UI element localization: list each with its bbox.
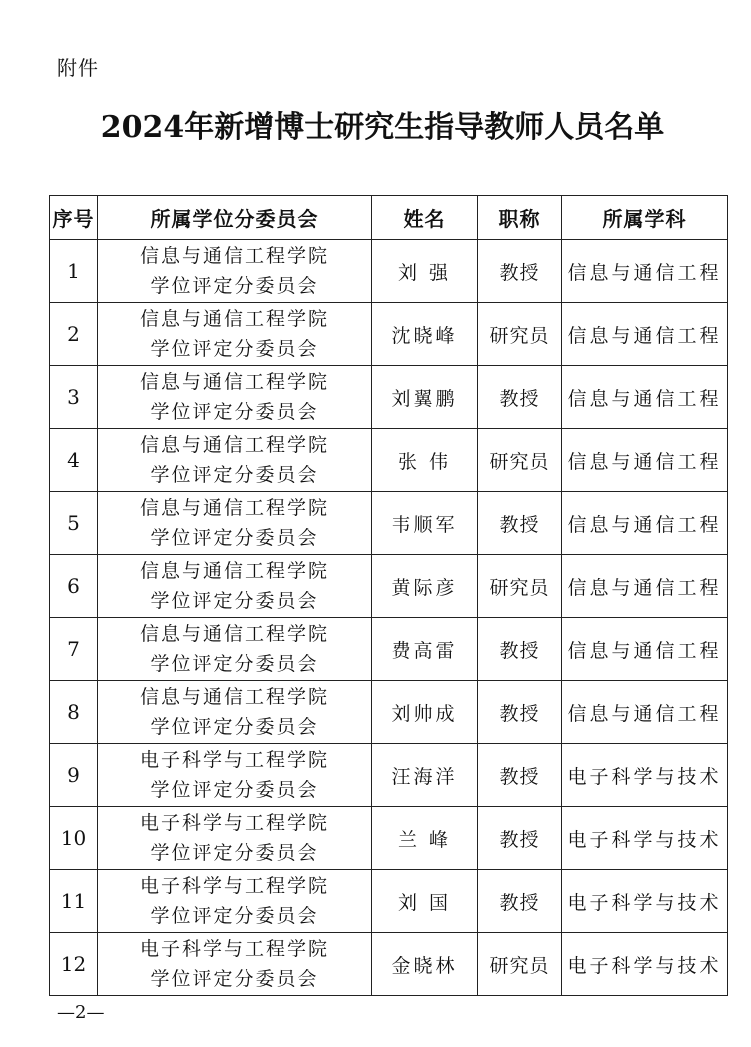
committee-line-1: 电子科学与工程学院 (139, 749, 329, 771)
row-name: 张 伟 (372, 429, 478, 492)
committee-line-1: 信息与通信工程学院 (139, 560, 329, 582)
header-title: 职称 (478, 196, 562, 240)
row-committee (98, 366, 372, 429)
table-row (50, 933, 728, 996)
row-name: 金晓林 (372, 933, 478, 996)
row-committee (98, 618, 372, 681)
row-name: 沈晓峰 (372, 303, 478, 366)
row-title: 研究员 (478, 303, 562, 366)
committee-line-1: 电子科学与工程学院 (139, 875, 329, 897)
row-title: 教授 (478, 870, 562, 933)
row-name: 黄际彦 (372, 555, 478, 618)
row-title: 教授 (478, 240, 562, 303)
row-committee (98, 870, 372, 933)
table-row (50, 303, 728, 366)
row-committee (98, 429, 372, 492)
row-index: 1 (50, 240, 98, 303)
committee-line-2: 学位评定分委员会 (150, 275, 319, 297)
committee-line-1: 信息与通信工程学院 (139, 371, 329, 393)
committee-line-2: 学位评定分委员会 (150, 527, 319, 549)
table-row (50, 492, 728, 555)
row-discipline: 信息与通信工程 (562, 555, 728, 618)
committee-line-1: 信息与通信工程学院 (139, 497, 329, 519)
row-committee (98, 744, 372, 807)
table-row (50, 870, 728, 933)
table-row (50, 555, 728, 618)
header-index: 序号 (50, 196, 98, 240)
committee-line-2: 学位评定分委员会 (150, 779, 319, 801)
row-index: 7 (50, 618, 98, 681)
row-title: 研究员 (478, 555, 562, 618)
committee-line-2: 学位评定分委员会 (150, 905, 319, 927)
committee-line-2: 学位评定分委员会 (150, 401, 319, 423)
row-name: 汪海洋 (372, 744, 478, 807)
table-row (50, 240, 728, 303)
row-index: 12 (50, 933, 98, 996)
row-discipline: 电子科学与技术 (562, 933, 728, 996)
row-committee (98, 555, 372, 618)
page-number: —2— (57, 1002, 105, 1023)
row-name: 费高雷 (372, 618, 478, 681)
row-index: 3 (50, 366, 98, 429)
row-discipline: 电子科学与技术 (562, 744, 728, 807)
committee-line-2: 学位评定分委员会 (150, 338, 319, 360)
row-committee (98, 492, 372, 555)
row-discipline: 信息与通信工程 (562, 492, 728, 555)
committee-line-2: 学位评定分委员会 (150, 464, 319, 486)
committee-line-2: 学位评定分委员会 (150, 968, 319, 990)
committee-line-1: 信息与通信工程学院 (139, 245, 329, 267)
row-title: 教授 (478, 744, 562, 807)
row-committee (98, 240, 372, 303)
attachment-label: 附件 (57, 56, 99, 80)
row-discipline: 电子科学与技术 (562, 807, 728, 870)
table-row (50, 807, 728, 870)
table-header-row (50, 196, 728, 240)
committee-line-1: 信息与通信工程学院 (139, 623, 329, 645)
row-discipline: 信息与通信工程 (562, 429, 728, 492)
row-name: 刘 强 (372, 240, 478, 303)
row-title: 教授 (478, 681, 562, 744)
row-discipline: 信息与通信工程 (562, 303, 728, 366)
row-discipline: 信息与通信工程 (562, 618, 728, 681)
header-committee: 所属学位分委员会 (98, 196, 372, 240)
table-body (50, 240, 728, 996)
header-discipline: 所属学科 (562, 196, 728, 240)
row-index: 10 (50, 807, 98, 870)
row-index: 8 (50, 681, 98, 744)
committee-line-1: 信息与通信工程学院 (139, 308, 329, 330)
row-committee (98, 807, 372, 870)
table-row (50, 618, 728, 681)
committee-line-2: 学位评定分委员会 (150, 653, 319, 675)
advisor-roster-table (49, 195, 728, 996)
committee-line-1: 电子科学与工程学院 (139, 938, 329, 960)
table-row (50, 366, 728, 429)
table-row (50, 744, 728, 807)
committee-line-1: 信息与通信工程学院 (139, 434, 329, 456)
row-index: 11 (50, 870, 98, 933)
row-name: 刘 国 (372, 870, 478, 933)
row-discipline: 电子科学与技术 (562, 870, 728, 933)
committee-line-2: 学位评定分委员会 (150, 590, 319, 612)
row-title: 教授 (478, 618, 562, 681)
table-row (50, 429, 728, 492)
row-discipline: 信息与通信工程 (562, 240, 728, 303)
row-committee (98, 681, 372, 744)
row-index: 6 (50, 555, 98, 618)
table-row (50, 681, 728, 744)
committee-line-2: 学位评定分委员会 (150, 842, 319, 864)
row-title: 研究员 (478, 429, 562, 492)
row-discipline: 信息与通信工程 (562, 366, 728, 429)
row-name: 兰 峰 (372, 807, 478, 870)
row-name: 刘帅成 (372, 681, 478, 744)
row-title: 教授 (478, 807, 562, 870)
row-index: 4 (50, 429, 98, 492)
row-title: 教授 (478, 492, 562, 555)
row-discipline: 信息与通信工程 (562, 681, 728, 744)
row-name: 韦顺军 (372, 492, 478, 555)
header-name: 姓名 (372, 196, 478, 240)
row-committee (98, 933, 372, 996)
committee-line-1: 信息与通信工程学院 (139, 686, 329, 708)
row-title: 教授 (478, 366, 562, 429)
committee-line-1: 电子科学与工程学院 (139, 812, 329, 834)
row-index: 5 (50, 492, 98, 555)
row-name: 刘翼鹏 (372, 366, 478, 429)
committee-line-2: 学位评定分委员会 (150, 716, 319, 738)
row-index: 9 (50, 744, 98, 807)
row-index: 2 (50, 303, 98, 366)
row-title: 研究员 (478, 933, 562, 996)
row-committee (98, 303, 372, 366)
page-title: 2024年新增博士研究生指导教师人员名单 (100, 110, 665, 145)
